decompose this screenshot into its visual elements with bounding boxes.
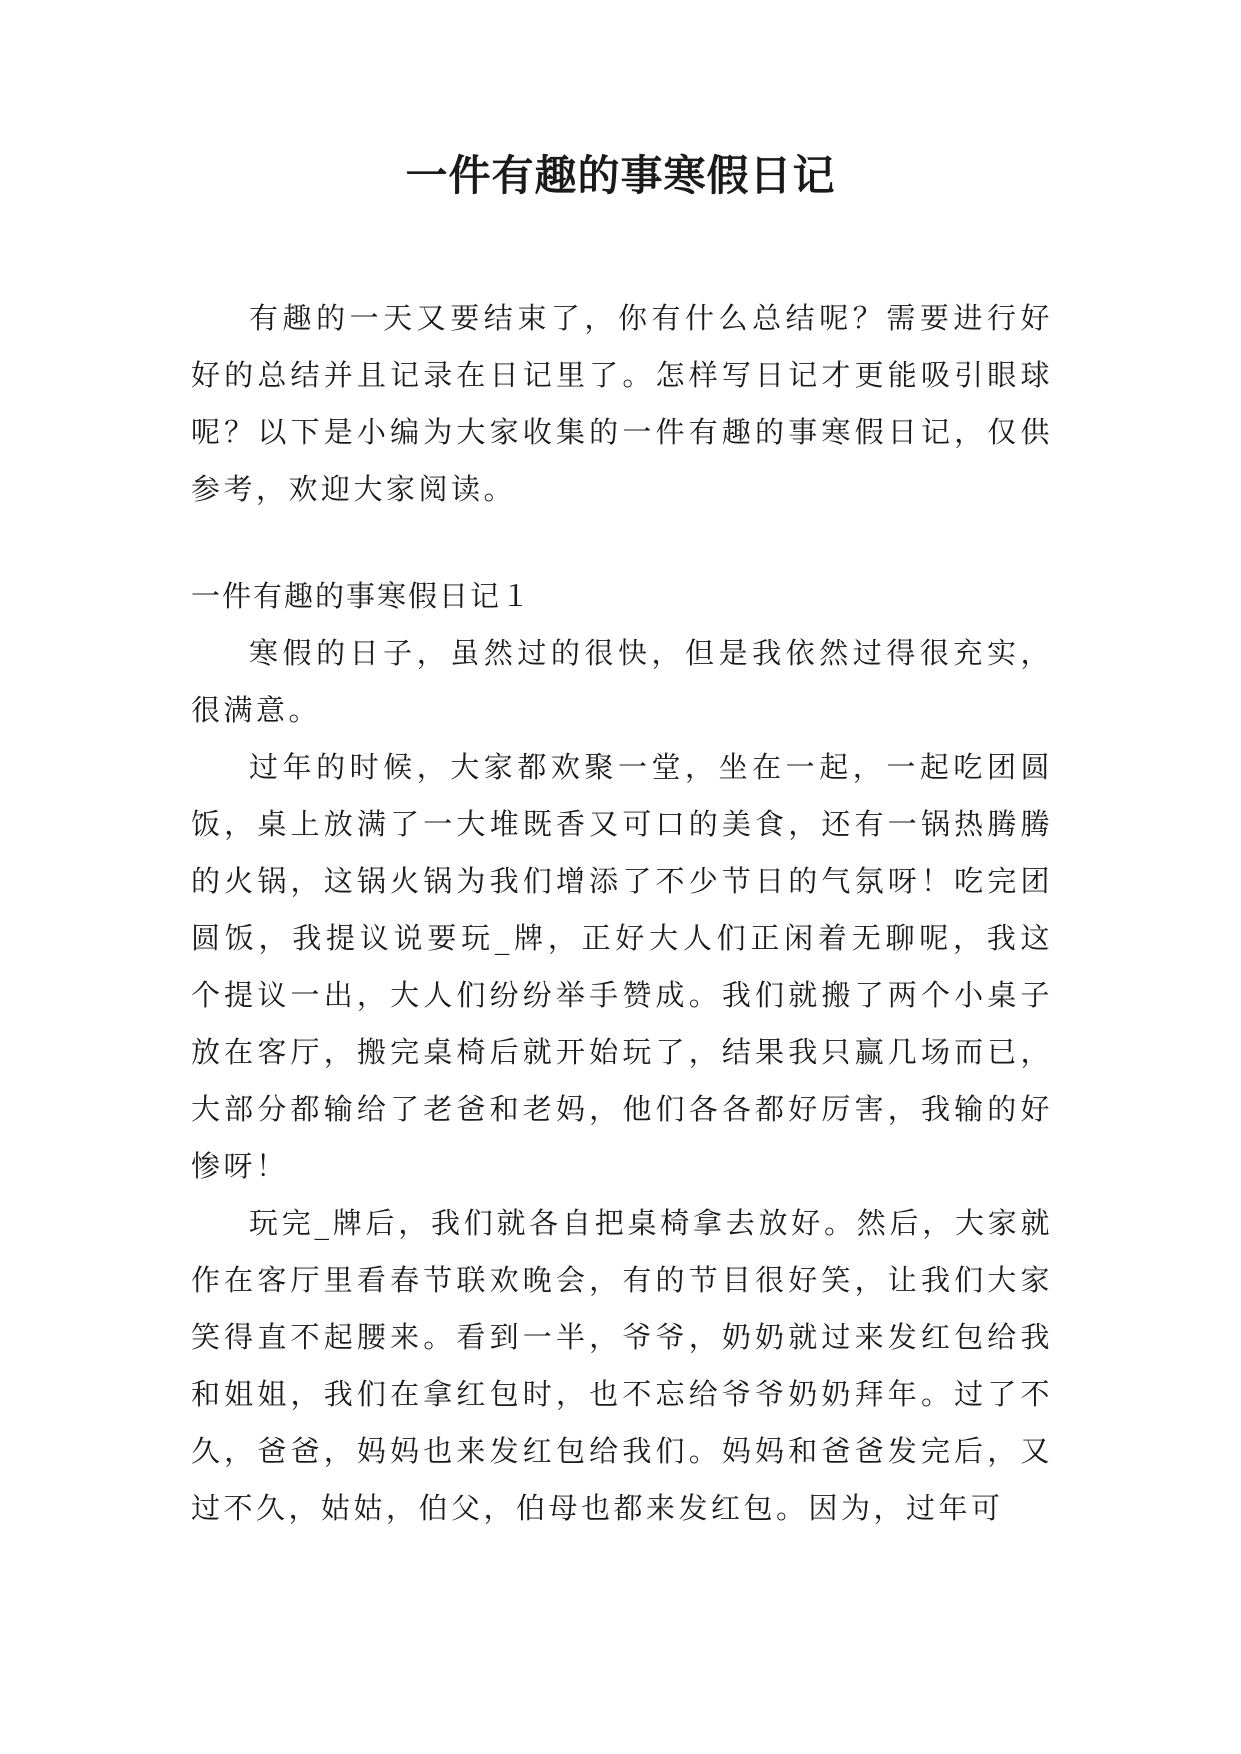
document-body (191, 290, 1053, 1537)
body-paragraph: 寒假的日子，虽然过的很快，但是我依然过得很充实，很满意。 (191, 636, 1053, 727)
body-paragraph: 过年的时候，大家都欢聚一堂，坐在一起，一起吃团圆饭，桌上放满了一大堆既香又可口的美食，还有一锅热腾腾的火锅，这锅火锅为我们增添了不少节日的气氛呀！吃完团圆饭，我提议说要玩_牌，正好大人们正闲着无聊呢，我这个提议一出，大人们纷纷举手赞成。我们就搬了两个小桌子放在客厅，搬完桌椅后就开始玩了，结果我只赢几场而已，大部分都输给了老爸和老妈，他们各各都好厉害，我输的好惨呀！ (191, 750, 1053, 1183)
intro-paragraph: 有趣的一天又要结束了，你有什么总结呢？需要进行好好的总结并且记录在日记里了。怎样写日记才更能吸引眼球呢？以下是小编为大家收集的一件有趣的事寒假日记，仅供参考，欢迎大家阅读。 (191, 301, 1053, 506)
body-paragraph: 玩完_牌后，我们就各自把桌椅拿去放好。然后，大家就作在客厅里看春节联欢晚会，有的节目很好笑，让我们大家笑得直不起腰来。看到一半，爷爷，奶奶就过来发红包给我和姐姐，我们在拿红包时，也不忘给爷爷奶奶拜年。过了不久，爸爸，妈妈也来发红包给我们。妈妈和爸爸发完后，又过不久，姑姑，伯父，伯母也都来发红包。因为，过年可 (191, 1206, 1053, 1525)
page-title: 一件有趣的事寒假日记 (405, 151, 836, 200)
section-heading: 一件有趣的事寒假日记１ (191, 579, 533, 613)
